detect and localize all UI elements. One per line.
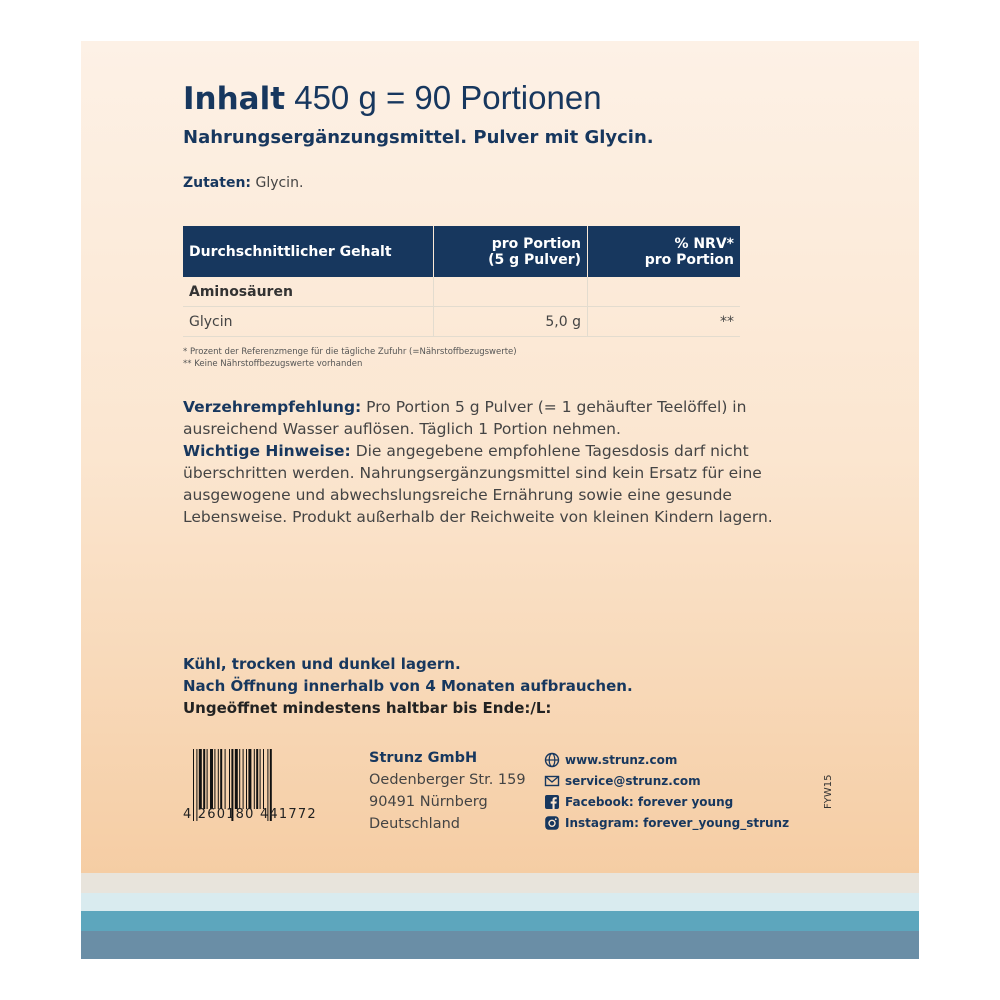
mail-icon xyxy=(544,773,560,789)
stripe xyxy=(81,931,919,959)
table-group-row xyxy=(183,277,740,307)
company-city: 90491 Nürnberg xyxy=(369,794,488,810)
email-text: service@strunz.com xyxy=(565,773,701,788)
barcode-bar xyxy=(214,749,215,809)
barcode-bar xyxy=(260,749,261,809)
barcode-bar xyxy=(203,749,205,809)
footnote: ** Keine Nährstoffbezugswerte vorhanden xyxy=(183,359,363,369)
empty-cell xyxy=(434,277,588,307)
important-notes xyxy=(183,440,823,528)
recommendation-text: Pro Portion 5 g Pulver (= 1 gehäufter Teelöffel) in ausreichend Wasser auflösen. Täglich 1 Portion nehmen. xyxy=(183,398,747,438)
email-link[interactable] xyxy=(544,770,789,791)
usage-info xyxy=(183,396,823,528)
footnote: * Prozent der Referenzmenge für die tägliche Zufuhr (=Nährstoffbezugswerte) xyxy=(183,347,517,357)
storage-line: Ungeöffnet mindestens haltbar bis Ende:/L: xyxy=(183,699,552,717)
footnotes xyxy=(183,346,517,370)
company-address xyxy=(369,747,526,835)
barcode-bar xyxy=(256,749,258,809)
barcode-bar xyxy=(207,749,208,809)
facebook-icon xyxy=(544,794,560,810)
barcode-bar xyxy=(254,749,255,809)
header-per-portion: pro Portion (5 g Pulver) xyxy=(434,226,588,277)
barcode-bar xyxy=(239,749,240,809)
barcode-bar xyxy=(220,749,222,809)
nutrient-name: Glycin xyxy=(183,307,434,337)
title-bold: Inhalt xyxy=(183,81,286,117)
stripe xyxy=(81,893,919,911)
facebook-link[interactable] xyxy=(544,791,789,812)
table-row xyxy=(183,307,740,337)
website-text: www.strunz.com xyxy=(565,752,678,767)
stripe xyxy=(81,911,919,931)
notes-label: Wichtige Hinweise: xyxy=(183,442,351,460)
barcode-bar xyxy=(218,749,219,809)
content-title xyxy=(183,79,602,118)
product-code: FYW15 xyxy=(823,774,834,809)
header-content: Durchschnittlicher Gehalt xyxy=(183,226,434,277)
instagram-icon xyxy=(544,815,560,831)
nutrient-nrv: ** xyxy=(588,307,741,337)
barcode-bar xyxy=(248,749,251,809)
barcode-bar xyxy=(246,749,247,809)
barcode-bar xyxy=(243,749,244,809)
barcode-bar xyxy=(263,749,264,809)
barcode-bar xyxy=(199,749,202,809)
header-nrv: % NRV* pro Portion xyxy=(588,226,741,277)
barcode-bar xyxy=(229,749,230,809)
ingredients-value: Glycin. xyxy=(251,175,304,191)
stripe xyxy=(81,873,919,893)
company-street: Oedenberger Str. 159 xyxy=(369,772,526,788)
table-header-row xyxy=(183,226,740,277)
facebook-text: Facebook: forever young xyxy=(565,794,734,809)
storage-line: Kühl, trocken und dunkel lagern. xyxy=(183,655,461,673)
globe-icon xyxy=(544,752,560,768)
group-label: Aminosäuren xyxy=(183,277,434,307)
product-label xyxy=(81,41,919,959)
empty-cell xyxy=(588,277,741,307)
storage-info xyxy=(183,653,633,719)
barcode-number: 4 260180 441772 xyxy=(183,807,317,822)
ingredients-label: Zutaten: xyxy=(183,175,252,191)
barcode-bar xyxy=(210,749,213,809)
recommendation xyxy=(183,396,823,440)
instagram-text: Instagram: forever_young_strunz xyxy=(565,815,790,830)
company-country: Deutschland xyxy=(369,816,460,832)
contact-list xyxy=(544,749,789,833)
recommendation-label: Verzehrempfehlung: xyxy=(183,398,362,416)
company-name: Strunz GmbH xyxy=(369,750,478,766)
product-subtitle: Nahrungsergänzungsmittel. Pulver mit Glycin. xyxy=(183,127,654,148)
instagram-link[interactable] xyxy=(544,812,789,833)
storage-line: Nach Öffnung innerhalb von 4 Monaten aufbrauchen. xyxy=(183,677,633,695)
nutrient-amount: 5,0 g xyxy=(434,307,588,337)
barcode-bar xyxy=(235,749,238,809)
notes-text: Die angegebene empfohlene Tagesdosis darf nicht überschritten werden. Nahrungsergänzungsmittel sind kein Ersatz für eine ausgewogene und abwechslungsreiche Ernährung sowie eine gesunde Lebensweise. Produkt außerhalb der Reichweite von kleinen Kindern lagern. xyxy=(183,442,773,526)
title-rest: 450 g = 90 Portionen xyxy=(285,79,602,116)
nutrition-table xyxy=(183,226,740,337)
website-link[interactable] xyxy=(544,749,789,770)
ingredients-line xyxy=(183,175,303,191)
barcode-bar xyxy=(225,749,226,809)
